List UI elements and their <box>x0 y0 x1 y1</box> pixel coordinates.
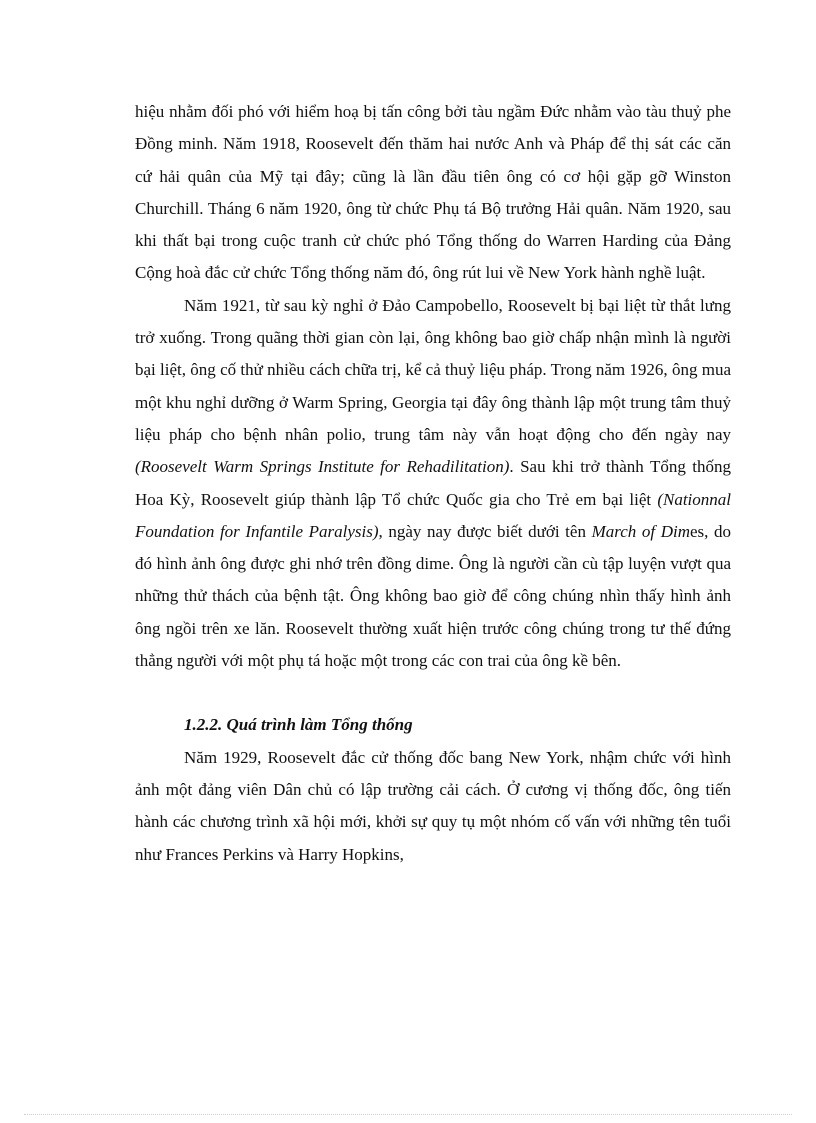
paragraph-3: Năm 1929, Roosevelt đắc cử thống đốc bang New York, nhậm chức với hình ảnh một đảng viên Dân chủ có lập trường cải cách. Ở cương vị thống đốc, ông tiến hành các chương trình xã hội mới, khởi sự quy tụ một nhóm cố vấn với những tên tuổi như Frances Perkins và Harry Hopkins, <box>135 747 731 864</box>
paragraph-2-text-2: . Sau khi trở thành Tổng thống Hoa Kỳ, Roosevelt giúp thành lập Tổ chức Quốc gia cho Trẻ em bại liệt <box>135 457 731 509</box>
paragraph-1: hiệu nhằm đối phó với hiểm hoạ bị tấn công bởi tàu ngầm Đức nhằm vào tàu thuỷ phe Đồng minh. Năm 1918, Roosevelt đến thăm hai nước Anh và Pháp để thị sát các căn cứ hải quân của Mỹ tại đây; cũng là lần đầu tiên ông có cơ hội gặp gỡ Winston Churchill. Tháng 6 năm 1920, ông từ chức Phụ tá Bộ trưởng Hải quân. Năm 1920, sau khi thất bại trong cuộc tranh cử chức phó Tổng thống do Warren Harding của Đảng Cộng hoà đắc cử chức Tổng thống năm đó, ông rút lui về New York hành nghề luật. <box>135 102 731 283</box>
document-body <box>135 96 731 871</box>
section-heading: 1.2.2. Quá trình làm Tổng thống <box>184 715 413 735</box>
page-bottom-border <box>24 1114 792 1115</box>
foundation-name-italic: (Nationnal Foundation for Infantile Paralysis) <box>135 489 731 541</box>
march-of-dimes-italic: March of Dim <box>591 521 690 541</box>
paragraph-2-text-4: es, do đó hình ảnh ông được ghi nhớ trên đồng dime. Ông là người cần cù tập luyện vượt qua những thử thách của bệnh tật. Ông không bao giờ để công chúng nhìn thấy hình ảnh ông ngồi trên xe lăn. Roosevelt thường xuất hiện trước công chúng trong tư thế đứng thẳng người với một phụ tá hoặc một trong các con trai của ông kề bên. <box>135 521 732 671</box>
institute-name-italic: (Roosevelt Warm Springs Institute for Rehadilitation) <box>135 457 510 477</box>
paragraph-2 <box>135 290 731 678</box>
paragraph-2-text-1: Năm 1921, từ sau kỳ nghỉ ở Đảo Campobello, Roosevelt bị bại liệt từ thắt lưng trở xuống. Trong quãng thời gian còn lại, ông không bao giờ chấp nhận mình là người bại liệt, ông cố thử nhiều cách chữa trị, kể cả thuỷ liệu pháp. Trong năm 1926, ông mua một khu nghỉ dưỡng ở Warm Spring, Georgia tại đây ông thành lập một trung tâm thuỷ liệu pháp cho bệnh nhân polio, trung tâm này vẫn hoạt động cho đến ngày nay <box>135 295 731 444</box>
paragraph-2-text-3: , ngày nay được biết dưới tên <box>378 521 592 541</box>
